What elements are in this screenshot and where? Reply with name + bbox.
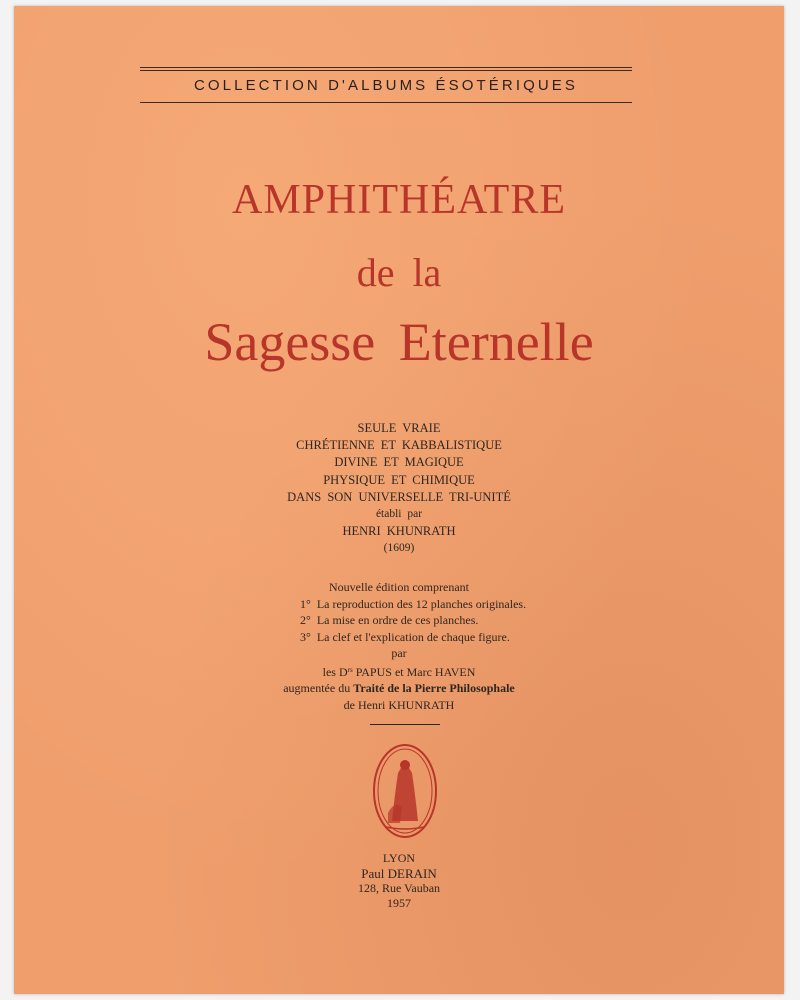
imprint-block: [14, 851, 784, 911]
book-cover: [14, 6, 784, 994]
editors-line: [14, 662, 784, 681]
edition-list: [300, 596, 526, 646]
augmented-work: Traité de la Pierre Philosophale: [353, 681, 515, 695]
editors-title-sup: rs: [347, 665, 353, 674]
series-band: [140, 67, 632, 103]
title-line-3: Sagesse Eternelle: [204, 312, 594, 372]
imprint-publisher: Paul DERAIN: [361, 866, 437, 881]
subtitle-line: SEULE VRAIE: [357, 421, 441, 435]
author-name: HENRI KHUNRATH: [342, 524, 456, 539]
edition-item: [300, 629, 526, 646]
edition-item-marker: 3°: [300, 629, 311, 644]
series-label: COLLECTION D'ALBUMS ÉSOTÉRIQUES: [193, 77, 579, 94]
divider-rule: [370, 724, 440, 725]
subtitle-line: DANS SON UNIVERSELLE TRI-UNITÉ: [287, 489, 511, 504]
editors-prefix: les D: [322, 664, 348, 679]
title-line-1: AMPHITHÉATRE: [232, 177, 566, 223]
subtitle-line: CHRÉTIENNE ET KABBALISTIQUE: [296, 438, 502, 453]
edition-credits: [14, 645, 784, 713]
augmented-prefix: augmentée du: [283, 681, 354, 695]
title-line-2: de la: [356, 250, 442, 295]
edition-block: [14, 579, 784, 712]
series-band-rule: [140, 70, 632, 71]
augmented-author: de Henri KHUNRATH: [343, 697, 455, 712]
publisher-emblem-icon: [372, 743, 438, 839]
imprint-year: 1957: [387, 896, 411, 910]
augmented-line: [14, 680, 784, 697]
imprint-address: 128, Rue Vauban: [357, 881, 441, 895]
edition-item-marker: 2°: [300, 613, 311, 627]
subtitle-block: [14, 420, 784, 558]
original-year: (1609): [383, 542, 415, 555]
imprint-city: LYON: [382, 851, 416, 865]
edition-intro: Nouvelle édition comprenant: [329, 580, 469, 594]
edition-item-text: La reproduction des 12 planches originales.: [316, 596, 527, 611]
edition-item-text: La mise en ordre de ces planches.: [316, 613, 479, 627]
subtitle-line: DIVINE ET MAGIQUE: [334, 455, 464, 470]
edition-item: [300, 596, 526, 613]
established-by: établi par: [375, 508, 423, 521]
subtitle-line: PHYSIQUE ET CHIMIQUE: [323, 472, 475, 487]
by-label: par: [391, 646, 407, 660]
edition-item: [300, 612, 526, 629]
editors-names: PAPUS et Marc HAVEN: [352, 664, 476, 679]
edition-item-text: La clef et l'explication de chaque figure.: [316, 629, 510, 644]
edition-item-marker: 1°: [300, 596, 311, 611]
